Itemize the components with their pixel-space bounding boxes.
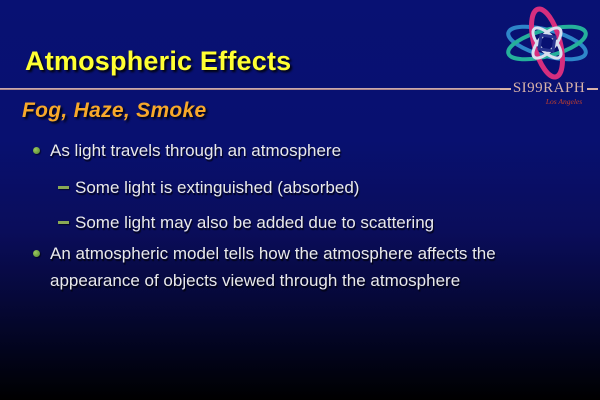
bullet-dot-icon [33,147,40,154]
bullet-text: As light travels through an atmosphere [50,141,342,160]
title-underline [0,88,506,90]
logo-city-label: Los Angeles [545,97,583,106]
slide-title: Atmospheric Effects [25,46,292,76]
sub-bullet-item [0,174,590,201]
bullet-dot-icon [33,250,40,257]
siggraph-logo-icon [502,5,592,81]
slide-subtitle: Fog, Haze, Smoke [22,99,207,122]
wordmark-left-dash [500,88,511,90]
bullet-text: An atmospheric model tells how the atmosphere affects the appearance of objects viewed through the atmosphere [50,244,496,290]
bullet-item [0,240,590,294]
siggraph-wordmark [500,81,598,96]
sub-bullet-text: Some light may also be added due to scattering [75,213,435,232]
bullet-item [0,137,590,164]
dash-bullet-icon [58,186,69,189]
wordmark-text: SI99RAPH [512,80,586,96]
wordmark-right-dash [587,88,598,90]
dash-bullet-icon [58,221,69,224]
sub-bullet-item [0,209,590,236]
sub-bullet-text: Some light is extinguished (absorbed) [75,178,360,197]
